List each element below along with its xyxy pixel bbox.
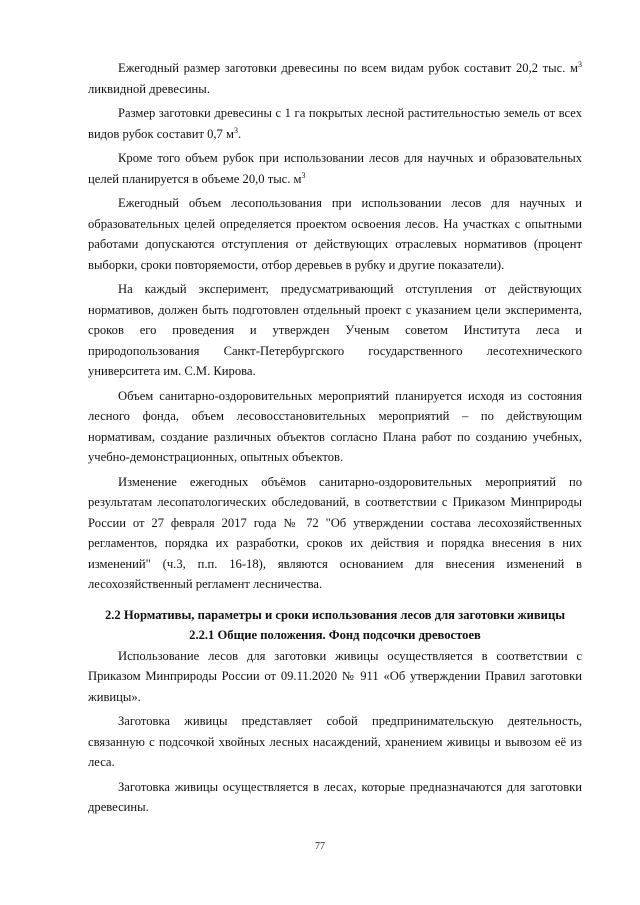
paragraph-changes: Изменение ежегодных объёмов санитарно-оздоровительных мероприятий по результатам лесопатологических обследований, в соответствии с Приказом Минприроды России от 27 февраля 2017 года № 72 "Об утверждении состава лесохозяйственных регламентов, порядка их разработки, сроков их действия и порядка внесения в них изменений" (ч.3, п.п. 16-18), являются основанием для внесения изменений в лесохозяйственный регламент лесничества. xyxy=(88,474,582,591)
paragraph-scientific-volume: Кроме того объем рубок при использовании лесов для научных и образовательных целей планируется в объеме 20,0 тыс. $м^3$ xyxy=(88,151,582,186)
paragraph-resin-definition: Заготовка живицы представляет собой предпринимательскую деятельность, связанную с подсочкой хвойных лесных насаждений, хранением живицы и вывозом её из леса. xyxy=(88,714,582,769)
subsection-heading: 2.2.1 Общие положения. Фонд подсочки древостоев xyxy=(189,628,481,642)
paragraph-harvest-volume: Ежегодный размер заготовки древесины по всем видам рубок составит 20,2 тыс. $м^3$ ликвидной древесины. xyxy=(88,60,582,96)
section-heading: 2.2 Нормативы, параметры и сроки использования лесов для заготовки живицы xyxy=(104,607,566,622)
paragraph-resin-law: Использование лесов для заготовки живицы осуществляется в соответствии с Приказом Минприроды России от 09.11.2020 № 911 «Об утверждении Правил заготовки живицы». xyxy=(88,648,582,704)
paragraph-per-hectare: Размер заготовки древесины с 1 га покрытых лесной растительностью земель от всех видов рубок составит 0,7 $м^3$. xyxy=(88,106,582,141)
paragraph-experiment: На каждый эксперимент, предусматривающий отступления от действующих нормативов, должен быть подготовлен отдельный проект с указанием цели эксперимента, сроков его проведения и утвержден Ученым советом Института леса и природопользования Санкт-Петербургского государственного лесотехнического университета им. С.М. Кирова. xyxy=(88,282,582,378)
paragraph-resin-forests: Заготовка живицы осуществляется в лесах, которые предназначаются для заготовки древесины. xyxy=(88,779,582,814)
paragraph-sanitary: Объем санитарно-оздоровительных мероприятий планируется исходя из состояния лесного фонда, объем лесовосстановительных мероприятий – по действующим нормативам, создание различных объектов согласно Плана работ по созданию учебных, учебно-демонстрационных, опытных объектов. xyxy=(88,388,582,464)
paragraph-scientific-use: Ежегодный объем лесопользования при использовании лесов для научных и образовательных целей определяется проектом освоения лесов. На участках с опытными работами допускаются отступления от действующих отраслевых нормативов (процент выборки, сроки повторяемости, отбор деревьев в рубку и другие показатели). xyxy=(88,196,582,272)
page-number: 77 xyxy=(315,841,325,852)
document-page xyxy=(88,58,582,818)
